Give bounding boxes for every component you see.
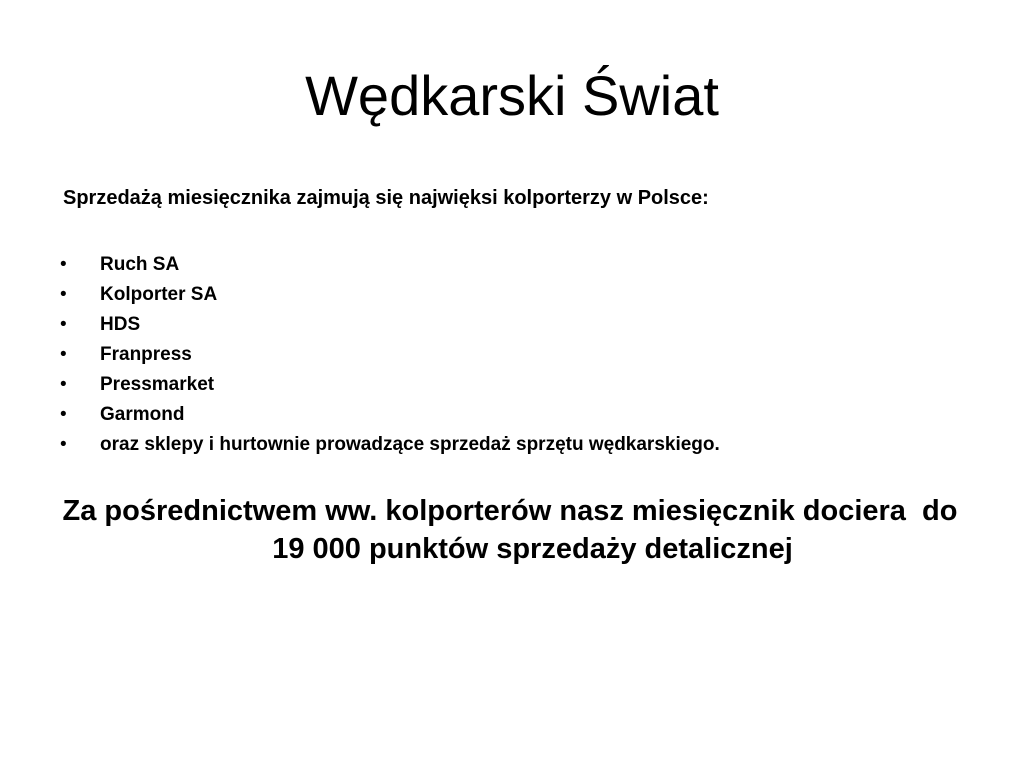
slide-title: Wędkarski Świat xyxy=(305,64,719,127)
bullet-icon: • xyxy=(60,344,67,365)
list-item-text: Kolporter SA xyxy=(100,284,218,305)
list-item xyxy=(60,250,720,280)
bullet-icon: • xyxy=(60,284,67,305)
list-item-text: Garmond xyxy=(100,404,185,425)
list-item xyxy=(60,400,720,430)
list-item-text: oraz sklepy i hurtownie prowadzące sprzedaż sprzętu wędkarskiego. xyxy=(100,434,720,455)
list-item xyxy=(60,340,720,370)
distributor-list xyxy=(60,250,720,460)
summary-text: Za pośrednictwem ww. kolporterów nasz miesięcznik dociera do 19 000 punktów sprzedaży detalicznej xyxy=(62,495,974,565)
bullet-icon: • xyxy=(60,254,67,275)
bullet-icon: • xyxy=(60,314,67,335)
list-item-text: Pressmarket xyxy=(100,374,215,395)
list-item xyxy=(60,310,720,340)
intro-text: Sprzedażą miesięcznika zajmują się najwięksi kolporterzy w Polsce: xyxy=(63,187,709,209)
list-item xyxy=(60,370,720,400)
bullet-icon: • xyxy=(60,404,67,425)
list-item-text: Franpress xyxy=(100,344,192,365)
list-item xyxy=(60,430,720,460)
bullet-icon: • xyxy=(60,374,67,395)
bullet-icon: • xyxy=(60,434,67,455)
list-item-text: HDS xyxy=(100,314,141,335)
list-item xyxy=(60,280,720,310)
list-item-text: Ruch SA xyxy=(100,254,180,275)
